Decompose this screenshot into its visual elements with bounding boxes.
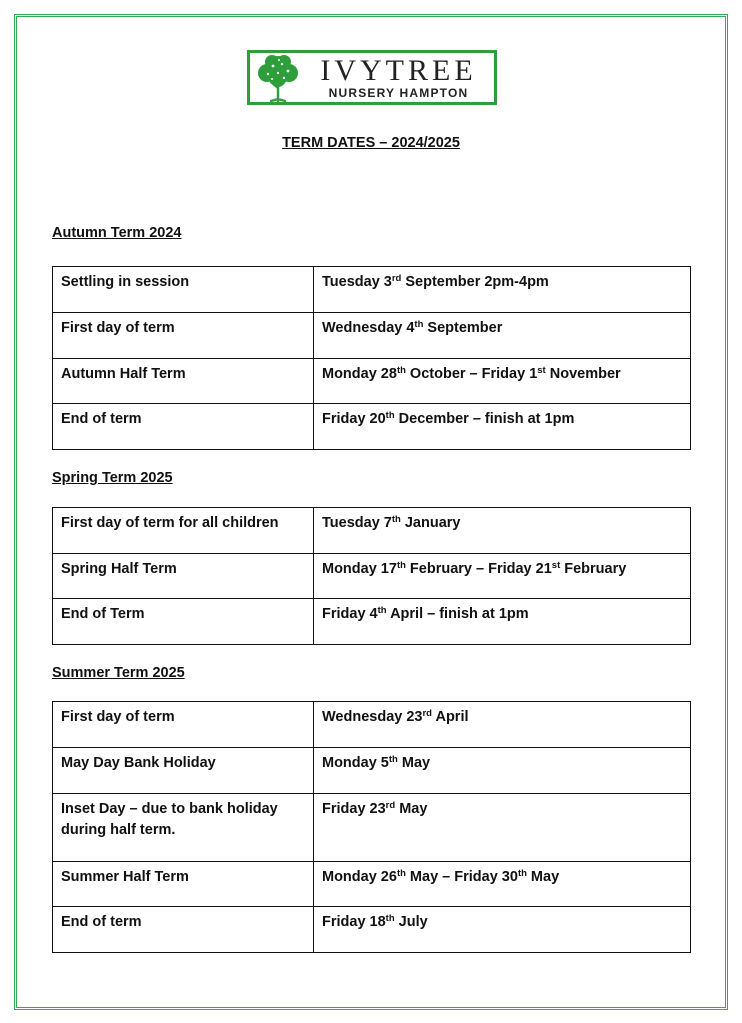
term-label: End of Term (53, 599, 314, 645)
term-date: Friday 18th July (314, 907, 691, 953)
table-summer (52, 701, 691, 953)
term-date: Tuesday 3rd September 2pm-4pm (314, 267, 691, 313)
table-row (53, 599, 691, 645)
logo (247, 50, 497, 105)
table-row (53, 748, 691, 794)
term-label: Inset Day – due to bank holiday during half term. (53, 794, 314, 862)
term-date: Monday 17th February – Friday 21st February (314, 554, 691, 599)
table-row (53, 404, 691, 450)
term-label: Summer Half Term (53, 862, 314, 907)
table-row (53, 313, 691, 359)
table-row (53, 702, 691, 748)
term-date: Friday 23rd May (314, 794, 691, 862)
term-label: First day of term (53, 313, 314, 359)
table-autumn (52, 266, 691, 450)
term-date: Friday 20th December – finish at 1pm (314, 404, 691, 450)
term-date: Monday 5th May (314, 748, 691, 794)
tree-icon (253, 53, 303, 102)
term-label: End of term (53, 907, 314, 953)
section-heading-autumn: Autumn Term 2024 (52, 225, 182, 241)
table-row (53, 267, 691, 313)
logo-subtitle: NURSERY HAMPTON (328, 86, 469, 100)
term-label: Settling in session (53, 267, 314, 313)
term-label: First day of term (53, 702, 314, 748)
term-date: Tuesday 7th January (314, 508, 691, 554)
table-row (53, 862, 691, 907)
term-date: Wednesday 23rd April (314, 702, 691, 748)
term-date: Wednesday 4th September (314, 313, 691, 359)
logo-name: IVYTREE (320, 54, 477, 87)
table-row (53, 794, 691, 862)
page-title: TERM DATES – 2024/2025 (282, 135, 460, 151)
term-label: Spring Half Term (53, 554, 314, 599)
term-label: End of term (53, 404, 314, 450)
section-heading-spring: Spring Term 2025 (52, 470, 173, 486)
term-label: Autumn Half Term (53, 359, 314, 404)
table-row (53, 907, 691, 953)
term-date: Friday 4th April – finish at 1pm (314, 599, 691, 645)
table-row (53, 359, 691, 404)
section-heading-summer: Summer Term 2025 (52, 665, 185, 681)
term-label: First day of term for all children (53, 508, 314, 554)
term-date: Monday 26th May – Friday 30th May (314, 862, 691, 907)
term-label: May Day Bank Holiday (53, 748, 314, 794)
table-row (53, 508, 691, 554)
table-row (53, 554, 691, 599)
term-date: Monday 28th October – Friday 1st November (314, 359, 691, 404)
table-spring (52, 507, 691, 645)
